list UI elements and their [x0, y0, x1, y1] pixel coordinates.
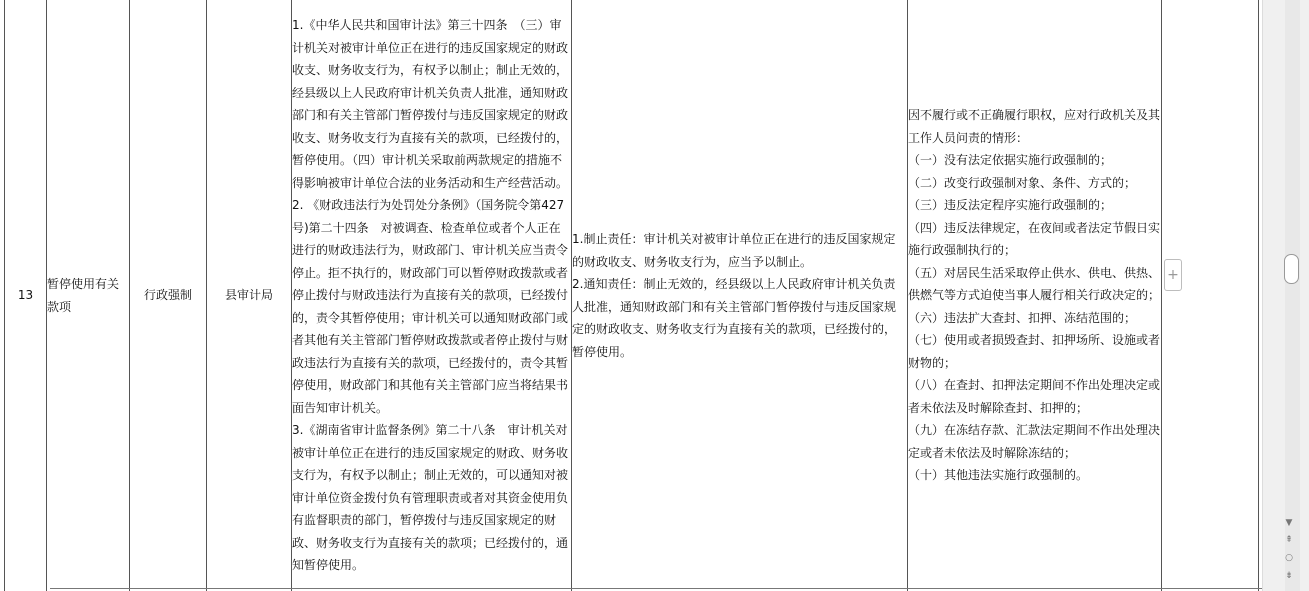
- accountability-text: 因不履行或不正确履行职权，应对行政机关及其工作人员问责的情形： （一）没有法定依据实施行政强制的； （二）改变行政强制对象、条件、方式的； （三）违反法定程序实施行政强制的； （四）违反法律规定，在夜间或者法定节假日实施行政强制执行的； （五）对居民生活采取停止供水、供电、供热、供燃气等方式迫使当事人履行相关行政决定的； （六）违法扩大查封、扣押、冻结范围的； （七）使用或者损毁查封、扣押场所、设施或者财物的； （八）在查封、扣押法定期间不作出处理决定或者未依法及时解除查封、扣押的； （九）在冻结存款、汇款法定期间不作出处理决定或者未依法及时解除冻结的； （十）其他违法实施行政强制的。: [908, 108, 1161, 483]
- department-cell: 县审计局: [207, 0, 292, 591]
- row-number-cell: 13: [5, 0, 47, 591]
- previous-page-icon[interactable]: ⇞: [1285, 534, 1293, 545]
- table-bottom-border: [50, 588, 1262, 589]
- scroll-down-arrow-icon[interactable]: ▼: [1285, 517, 1293, 528]
- scrollbar-thumb[interactable]: [1284, 254, 1299, 284]
- accountability-cell: [908, 0, 1162, 591]
- power-type-cell: 行政强制: [130, 0, 207, 591]
- next-page-icon[interactable]: ⇟: [1285, 570, 1293, 581]
- legal-basis-cell: [292, 0, 572, 591]
- select-browse-object-icon[interactable]: ○: [1285, 552, 1293, 563]
- table-row: [5, 0, 1259, 591]
- vertical-scrollbar[interactable]: [1262, 0, 1309, 591]
- power-list-table: [4, 0, 1259, 591]
- responsibility-cell: [572, 0, 908, 591]
- responsibility-text: 1.制止责任：审计机关对被审计单位正在进行的违反国家规定的财政收支、财务收支行为，应当予以制止。 2.通知责任：制止无效的，经县级以上人民政府审计机关负责人批准，通知财政部门和有关主管部门暂停拨付与违反国家规定的财政收支、财务收支行为直接有关的款项，已经拨付的，暂停使用。: [572, 232, 897, 359]
- item-name-cell: 暂停使用有关款项: [47, 0, 130, 591]
- scrollbar-track[interactable]: [1285, 0, 1300, 591]
- expand-row-button[interactable]: +: [1164, 259, 1182, 291]
- legal-basis-text: 1.《中华人民共和国审计法》第三十四条 （三）审计机关对被审计单位正在进行的违反国家规定的财政收支、财务收支行为，有权予以制止；制止无效的，经县级以上人民政府审计机关负责人批准，通知财政部门和有关主管部门暂停拨付与违反国家规定的财政收支、财务收支行为直接有关的款项，已经拨付的，暂停使用。（四）审计机关采取前两款规定的措施不得影响被审计单位合法的业务活动和生产经营活动。 2. 《财政违法行为处罚处分条例》（国务院令第427号)第二十四条 对被调查、检查单位或者个人正在进行的财政违法行为，财政部门、审计机关应当责令停止。拒不执行的，财政部门可以暂停财政拨款或者停止拨付与财政违法行为直接有关的款项，已经拨付的，责令其暂停使用；审计机关可以通知财政部门或者其他有关主管部门暂停财政拨款或者停止拨付与财政违法行为直接有关的款项，已经拨付的，责令其暂停使用，财政部门和其他有关主管部门应当将结果书面告知审计机关。 3.《湖南省审计监督条例》第二十八条 审计机关对被审计单位正在进行的违反国家规定的财政、财务收支行为，有权予以制止；制止无效的，可以通知对被审计单位资金拨付负有管理职责或者对其资金使用负有监督职责的部门，暂停拨付与违反国家规定的财政、财务收支行为直接有关的款项；已经拨付的，通知暂停使用。: [292, 18, 569, 573]
- remarks-cell: [1162, 0, 1259, 591]
